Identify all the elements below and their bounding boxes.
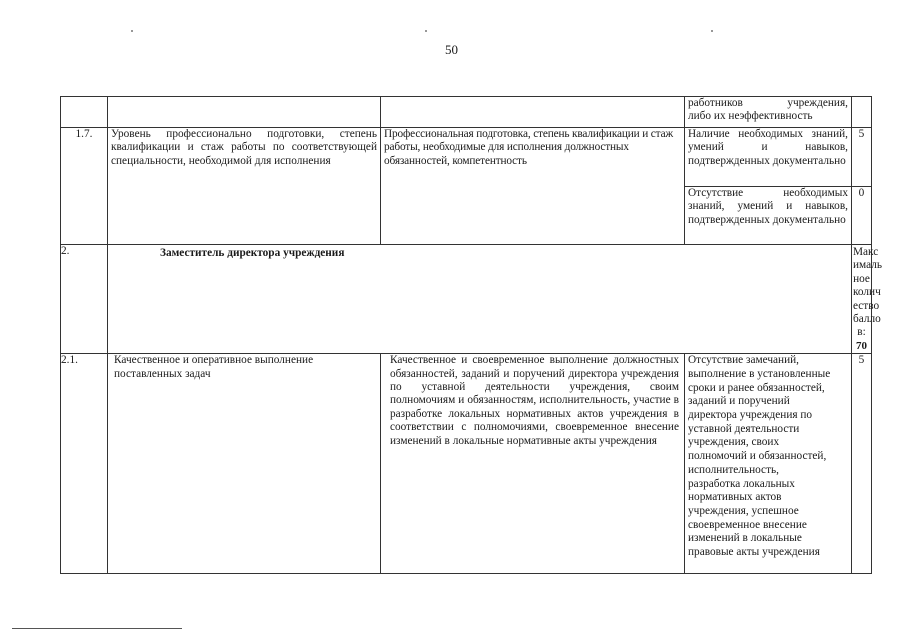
footnote-separator	[12, 628, 182, 629]
indicator-cell	[108, 97, 381, 128]
table-row-section-2	[61, 245, 872, 354]
criteria-line: полномочий и обязанностей,	[688, 450, 827, 463]
table-row-2-1	[61, 354, 872, 574]
row-number-cell: 2.1.	[61, 354, 108, 574]
criteria-line: исполнительность,	[688, 463, 779, 476]
criteria-line: Отсутствие замечаний,	[688, 354, 800, 367]
indicator-cell: Качественное и оперативное выполнение поставленных задач	[108, 354, 381, 574]
criteria-cell	[685, 128, 852, 245]
criteria-line: правовые акты учреждения	[688, 546, 820, 559]
criteria-line: своевременное внесение	[688, 518, 807, 531]
row-number-cell	[61, 97, 108, 128]
section-title: Заместитель директора учреждения	[108, 245, 852, 354]
criteria-line: директора учреждения по	[688, 409, 813, 422]
criteria-option: Отсутствие необходимых знаний, умений и навыков, подтвержденных документально	[685, 186, 851, 244]
page-number: 50	[445, 42, 458, 57]
scan-speck	[711, 30, 713, 32]
max-score-value: 70	[856, 339, 867, 352]
indicator-cell: Уровень профессионально подготовки, степень квалификации и стаж работы по соответствующей специальности, необходимой для исполнения	[108, 128, 381, 245]
criteria-line: уставной деятельности	[688, 422, 800, 435]
criteria-line: заданий и поручений	[688, 395, 790, 408]
max-score-label-line: в:	[857, 326, 866, 339]
max-score-label-line: балло	[853, 313, 881, 326]
description-cell	[381, 97, 685, 128]
criteria-line: разработка локальных	[688, 477, 795, 490]
criteria-line: сроки и ранее обязанностей,	[688, 381, 825, 394]
criteria-line: либо их неэффективность	[688, 110, 813, 123]
description-cell: Профессиональная подготовка, степень квалификации и стаж работы, необходимые для исполнения должностных обязанностей, компетентность	[381, 128, 685, 245]
description-cell: Качественное и своевременное выполнение должностных обязанностей, заданий и поручений директора учреждения по уставной деятельности учреждения, своим полномочиям и обязанностям, исполнительность, участие в разработке локальных нормативных актов учреждения в соответствии с полномочиями, своевременное внесение изменений в локальные нормативные акты учреждения	[381, 354, 685, 574]
max-score-label-line: ное	[853, 272, 870, 285]
table-row-continuation	[61, 97, 872, 128]
row-number-cell: 1.7.	[61, 128, 108, 245]
criteria-line: учреждения, своих	[688, 436, 780, 449]
criteria-cell	[685, 97, 852, 128]
scan-speck	[131, 30, 133, 32]
scan-speck	[425, 30, 427, 32]
criteria-table	[60, 96, 883, 574]
criteria-line: нормативных актов	[688, 491, 782, 504]
max-score-cell	[852, 245, 883, 354]
max-score-label-line: ималь	[853, 259, 883, 272]
criteria-line: изменений в локальные	[688, 532, 802, 545]
criteria-line: работников учреждения,	[688, 97, 848, 109]
criteria-cell	[685, 354, 852, 574]
criteria-option: Наличие необходимых знаний, умений и навыков, подтвержденных документально	[688, 128, 848, 167]
criteria-line: учреждения, успешное	[688, 504, 799, 517]
table-row-1-7	[61, 128, 872, 245]
score-value: 5	[858, 128, 865, 140]
max-score-label-line: колич	[853, 286, 881, 299]
score-cell	[852, 97, 872, 128]
score-value: 0	[852, 186, 871, 244]
score-cell	[852, 128, 872, 245]
max-score-label-line: Макс	[853, 246, 879, 258]
row-number-cell: 2.	[61, 245, 108, 354]
max-score-label-line: ество	[853, 299, 880, 312]
criteria-line: выполнение в установленные	[688, 367, 831, 380]
score-cell: 5	[852, 354, 872, 574]
